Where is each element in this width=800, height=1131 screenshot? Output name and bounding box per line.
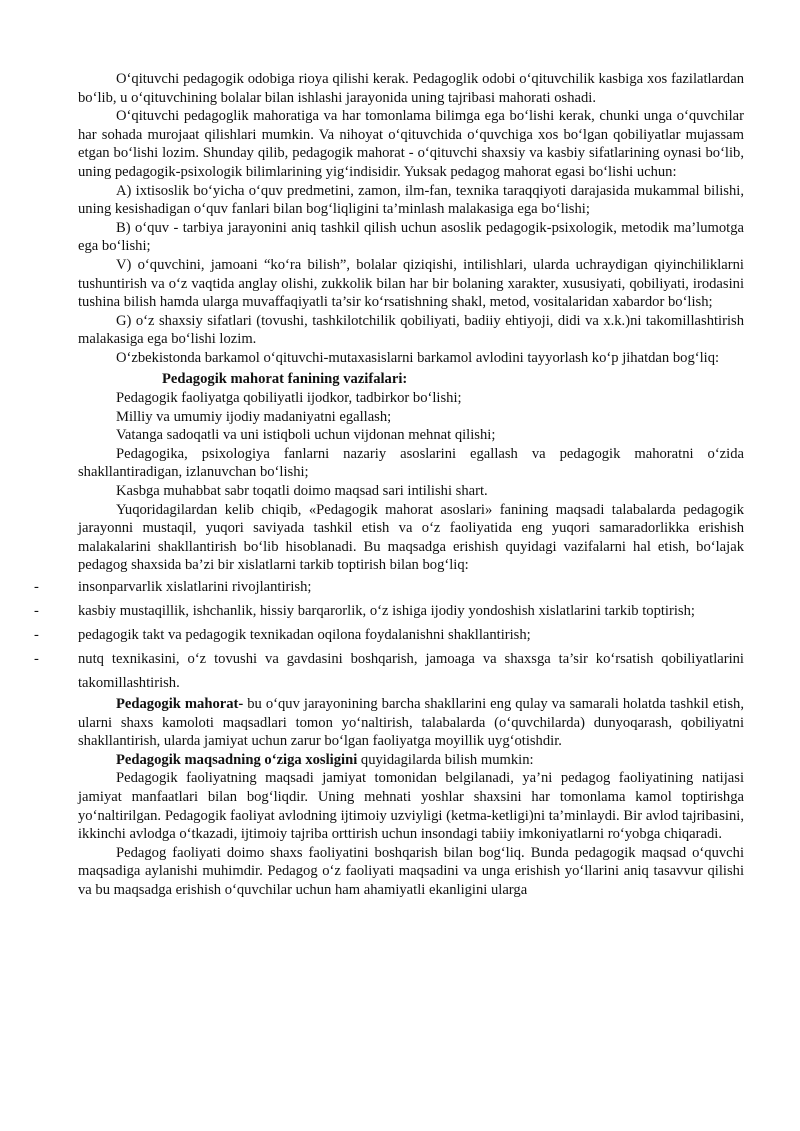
paragraph: O‘qituvchi pedagogik odobiga rioya qilishi kerak. Pedagoglik odobi o‘qituvchilik kasbiga xos fazilatlardan bo‘lib, u o‘qituvchining bolalar bilan ishlashi jarayonida uning tajribasi mahorati oshadi. bbox=[78, 71, 744, 106]
paragraph-item-b: B) o‘quv - tarbiya jarayonini aniq tashkil qilish uchun asoslik pedagogik-psixologik, metodik ma’lumotga ega bo‘lishi; bbox=[78, 219, 744, 255]
definition-paragraph bbox=[78, 695, 744, 751]
list-item-text: insonparvarlik xislatlarini rivojlantirish; bbox=[78, 579, 312, 596]
definition-term: Pedagogik mahorat- bbox=[116, 696, 244, 713]
paragraph-item-a: A) ixtisoslik bo‘yicha o‘quv predmetini, zamon, ilm-fan, texnika taraqqiyoti darajasida mukammal bilishi, uning kesishadigan o‘quv fanlari bilan bog‘liqligini ta’minlash malakasiga ega bo‘lishi; bbox=[78, 182, 744, 218]
task-item: Pedagogik faoliyatga qobiliyatli ijodkor, tadbirkor bo‘lishi; bbox=[116, 390, 462, 407]
dash-bullet: - bbox=[34, 651, 39, 668]
section-heading: Pedagogik mahorat fanining vazifalari: bbox=[162, 370, 408, 387]
task-item: Kasbga muhabbat sabr toqatli doimo maqsad sari intilishi shart. bbox=[116, 483, 488, 500]
paragraph: Pedagog faoliyati doimo shaxs faoliyatini boshqarish bilan bog‘liq. Bunda pedagogik maqsad o‘quvchi maqsadiga aylanishi muhimdir. Pedagog o‘z faoliyati maqsadini va unga erishish yo‘llarini aniq tasavvur qilishi va bu maqsadga erishish o‘quvchilar uchun ham ahamiyatli ekanligini ularga bbox=[78, 844, 744, 898]
task-item: Pedagogika, psixologiya fanlarni nazariy asoslarini egallash va pedagogik mahoratni o‘zida shakllantiradigan, izlanuvchan bo‘lishi; bbox=[78, 445, 744, 481]
list-item-text: pedagogik takt va pedagogik texnikadan oqilona foydalanishni shakllantirish; bbox=[78, 627, 531, 644]
task-item: Vatanga sadoqatli va uni istiqboli uchun vijdonan mehnat qilishi; bbox=[116, 427, 496, 444]
list-item bbox=[34, 599, 744, 623]
task-item: Milliy va umumiy ijodiy madaniyatni egallash; bbox=[116, 408, 392, 425]
paragraph-item-g: G) o‘z shaxsiy sifatlari (tovushi, tashkilotchilik qobiliyati, badiiy ehtiyoji, didi va x.k.)ni takomillashtirish malakasiga ega bo‘lishi lozim. bbox=[78, 312, 744, 348]
dash-bullet: - bbox=[34, 579, 39, 596]
paragraph: Yuqoridagilardan kelib chiqib, «Pedagogik mahorat asoslari» fanining maqsadi talabalarda pedagogik jarayonni mustaqil, yuqori saviyada tashkil etish va o‘z faoliyatida eng yuqori samaradorlikka erishish malakalarini shakllantirish bo‘lib hisoblanadi. Bu maqsadga erishish quyidagi vazifalarni hal etish, bo‘lajak pedagog shaxsida ba’zi bir xislatlarni tarkib toptirish bilan bog‘liq: bbox=[78, 501, 744, 574]
paragraph: O‘zbekistonda barkamol o‘qituvchi-mutaxasislarni barkamol avlodini tayyorlash ko‘p jihatdan bog‘liq: bbox=[116, 349, 720, 366]
list-item-text: kasbiy mustaqillik, ishchanlik, hissiy barqarorlik, o‘z ishiga ijodiy yondoshish xislatlarini tarkib toptirish; bbox=[78, 603, 695, 620]
feature-term: Pedagogik maqsadning o‘ziga xosligini bbox=[116, 751, 358, 768]
feature-text: quyidagilarda bilish mumkin: bbox=[357, 751, 534, 768]
paragraph-item-v: V) o‘quvchini, jamoani “ko‘ra bilish”, bolalar qiziqishi, intilishlari, ularda uchraydigan qiyinchiliklarni tushuntirish va o‘z vaqtida anglay olishi, zukkolik bilan har bir bolaning xarakter, xususiyati, qobiliyati, irodasini tushina bilish hamda ularga muvaffaqiyatli ta’sir ko‘rsatishning shakl, metod, vositalaridan xabardor bo‘lish; bbox=[78, 256, 744, 311]
list-item bbox=[34, 623, 744, 647]
dash-list bbox=[34, 575, 744, 695]
dash-bullet: - bbox=[34, 603, 39, 620]
paragraph: Pedagogik faoliyatning maqsadi jamiyat tomonidan belgilanadi, ya’ni pedagog faoliyatining natijasi jamiyat manfaatlari bilan bog‘liqdir. Uning mehnati yoshlar shaxsini har tomonlama kamol toptirishga yo‘naltirilgan. Pedagogik faoliyat avlodning ijtimoiy uzviyligi (ketma-ketligi)ni ta’minlaydi. Bir avlod tajribasini, ikkinchi avlodga o‘tkazadi, ijtimoiy tajriba orttirish uchun insondagi tabiiy imkoniyatlarni ro‘yobga chiqaradi. bbox=[78, 770, 744, 843]
feature-intro-paragraph bbox=[78, 751, 744, 770]
list-item bbox=[34, 647, 744, 695]
definition-text: bu o‘quv jarayonining barcha shakllarini eng qulay va samarali holatda tashkil etish, ularni shaxs kamoloti maqsadlari tomon yo‘naltirish, talabalarda (o‘quvchilarda) dunyoqarash, qobiliyatni shakllantirish, ularda jamiyat uchun zarur bo‘lgan faoliyatga moyillik uyg‘otishdir. bbox=[78, 696, 744, 750]
paragraph: O‘qituvchi pedagoglik mahoratiga va har tomonlama bilimga ega bo‘lishi kerak, chunki unga o‘quvchilar har sohada murojaat qilishlari mumkin. Va nihoyat o‘qituvchida o‘quvchiga xos bo‘lgan qobiliyatlar mujassam etgan bo‘lishi lozim. Shunday qilib, pedagogik mahorat - o‘qituvchi shaxsiy va kasbiy sifatlarining oynasi bo‘lib, uning pedagogik-psixologik bilimlarining yig‘indisidir. Yuksak pedagog mahorat egasi bo‘lishi uchun: bbox=[78, 108, 744, 180]
list-item-text: nutq texnikasini, o‘z tovushi va gavdasini boshqarish, jamoaga va shaxsga ta’sir ko‘rsatish qobiliyatlarini takomillashtirish. bbox=[78, 651, 744, 692]
dash-bullet: - bbox=[34, 627, 39, 644]
list-item bbox=[34, 575, 744, 599]
